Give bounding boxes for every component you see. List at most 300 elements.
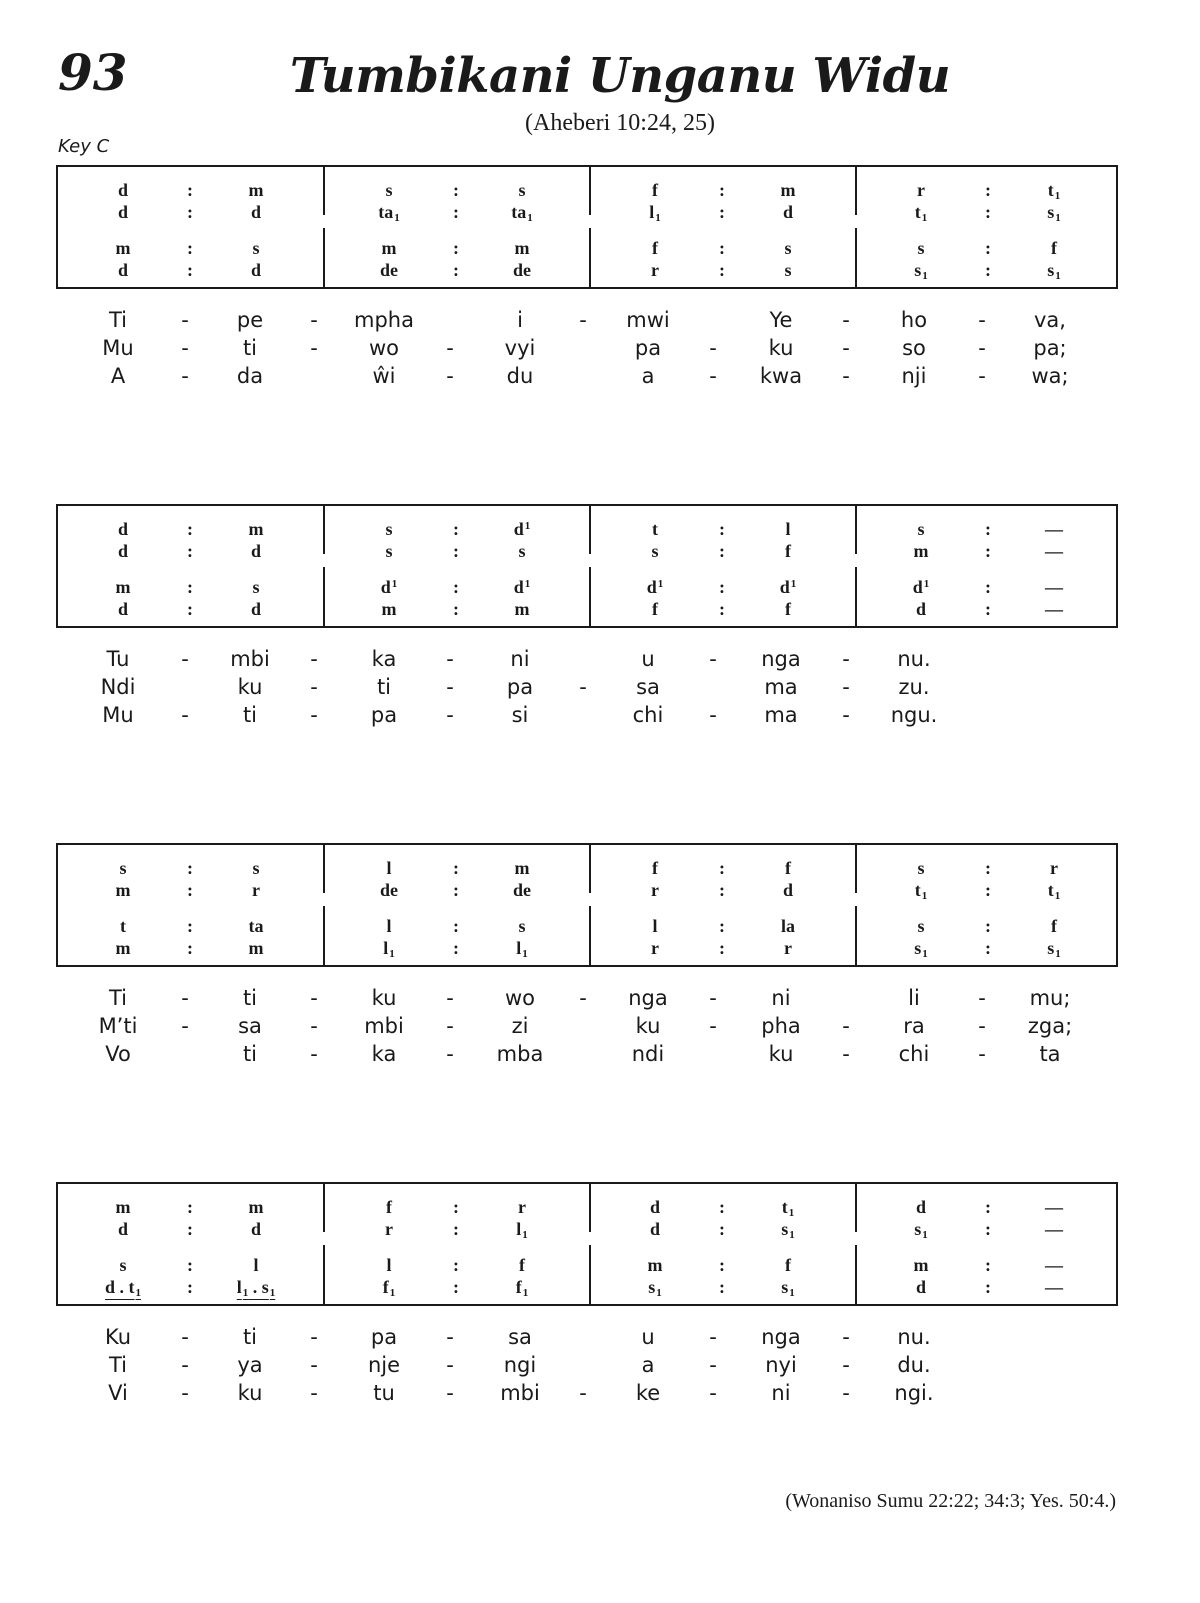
lyric-hyphen: -	[310, 1325, 318, 1349]
solfa-note: s	[119, 1255, 127, 1275]
lyric-hyphen: -	[181, 986, 189, 1010]
lyric-hyphen: -	[842, 1381, 850, 1405]
solfa-note: d	[117, 202, 128, 222]
lyric-syllable: pa	[506, 675, 534, 699]
lyric-syllable: chi	[898, 1042, 930, 1066]
lyric-syllable: ku	[768, 336, 794, 360]
solfa-note: d	[250, 599, 261, 619]
beat-separator: :	[985, 1277, 991, 1297]
lyric-syllable: Ti	[108, 1353, 128, 1377]
solfa-note: r	[252, 880, 260, 900]
solfa-note: de	[513, 880, 531, 900]
solfa-note: m	[514, 238, 530, 258]
solfa-note: —	[1045, 1197, 1063, 1217]
bar-line	[855, 506, 857, 554]
lyric-hyphen: -	[181, 364, 189, 388]
beat-separator: :	[453, 260, 459, 280]
score-system	[56, 504, 1118, 628]
beat-separator: :	[985, 180, 991, 200]
solfa-note: s	[518, 541, 526, 561]
beat-separator: :	[719, 577, 725, 597]
beat-separator: :	[719, 1197, 725, 1217]
lyric-syllable: mbi	[364, 1014, 404, 1038]
solfa-note: m	[248, 938, 264, 958]
lyric-hyphen: -	[579, 1381, 587, 1405]
solfa-note: s	[651, 541, 659, 561]
lyric-syllable: ma	[764, 703, 798, 727]
lyric-syllable: ti	[242, 336, 258, 360]
lyric-syllable: nje	[367, 1353, 401, 1377]
bar-line	[589, 567, 591, 628]
solfa-note: s	[385, 519, 393, 539]
lyric-hyphen: -	[842, 647, 850, 671]
lyric-syllable: chi	[632, 703, 664, 727]
solfa-note: r	[917, 180, 925, 200]
solfa-note: $ta_1$	[378, 202, 400, 224]
lyric-syllable: ya	[237, 1353, 263, 1377]
bar-line	[589, 228, 591, 289]
lyric-syllable: li	[908, 986, 920, 1010]
solfa-note: s	[917, 519, 925, 539]
lyric-syllable: Ti	[108, 986, 128, 1010]
solfa-note: f	[1051, 238, 1057, 258]
lyric-syllable: nga	[761, 647, 801, 671]
beat-separator: :	[985, 519, 991, 539]
beat-separator: :	[187, 1277, 193, 1297]
bar-line	[855, 567, 857, 628]
beat-separator: :	[719, 541, 725, 561]
solfa-note: f	[652, 180, 658, 200]
lyric-syllable: Vi	[108, 1381, 128, 1405]
beat-separator: :	[985, 599, 991, 619]
lyric-syllable: nyi	[765, 1353, 797, 1377]
solfa-note: f	[652, 599, 658, 619]
beat-separator: :	[985, 938, 991, 958]
lyric-hyphen: -	[709, 364, 717, 388]
beat-separator: :	[187, 916, 193, 936]
lyric-syllable: pa	[634, 336, 662, 360]
lyric-syllable: i	[517, 308, 523, 332]
beat-separator: :	[453, 880, 459, 900]
lyric-hyphen: -	[978, 1042, 986, 1066]
beat-separator: :	[453, 599, 459, 619]
beat-separator: :	[187, 1255, 193, 1275]
solfa-note: t	[120, 916, 126, 936]
lyric-syllable: ka	[371, 647, 397, 671]
lyric-syllable: nu.	[897, 1325, 931, 1349]
lyric-syllable: ka	[371, 1042, 397, 1066]
solfa-note: —	[1045, 541, 1063, 561]
lyric-hyphen: -	[842, 1325, 850, 1349]
bar-line	[855, 906, 857, 967]
lyric-syllable: ku	[237, 1381, 263, 1405]
solfa-note: d	[649, 1197, 660, 1217]
beat-separator: :	[719, 938, 725, 958]
beat-separator: :	[453, 1197, 459, 1217]
beat-separator: :	[187, 938, 193, 958]
solfa-note: l	[785, 519, 791, 539]
solfa-note: r	[1050, 858, 1058, 878]
solfa-note: r	[651, 880, 659, 900]
beat-separator: :	[719, 202, 725, 222]
solfa-note: —	[1045, 519, 1063, 539]
lyric-hyphen: -	[978, 336, 986, 360]
beat-separator: :	[453, 858, 459, 878]
solfa-note: d	[117, 599, 128, 619]
solfa-note: m	[514, 599, 530, 619]
beat-separator: :	[719, 1255, 725, 1275]
solfa-note: l	[652, 916, 658, 936]
lyric-syllable: ni	[771, 1381, 791, 1405]
score-system	[56, 1182, 1118, 1306]
beat-separator: :	[985, 1197, 991, 1217]
lyric-syllable: Ye	[769, 308, 793, 332]
beat-separator: :	[187, 577, 193, 597]
lyric-syllable: ndi	[631, 1042, 665, 1066]
lyric-syllable: Ndi	[100, 675, 136, 699]
solfa-note: m	[248, 519, 264, 539]
lyric-syllable: ti	[242, 986, 258, 1010]
lyric-hyphen: -	[842, 308, 850, 332]
lyric-syllable: ngi.	[894, 1381, 934, 1405]
lyric-hyphen: -	[709, 1325, 717, 1349]
solfa-note: m	[780, 180, 796, 200]
beat-separator: :	[187, 858, 193, 878]
lyric-hyphen: -	[446, 1353, 454, 1377]
beat-separator: :	[719, 858, 725, 878]
lyric-syllable: so	[902, 336, 926, 360]
beat-separator: :	[719, 916, 725, 936]
lyric-syllable: da	[236, 364, 264, 388]
lyric-syllable: wa;	[1031, 364, 1069, 388]
bar-line	[323, 1184, 325, 1232]
solfa-note: s	[252, 577, 260, 597]
solfa-note: f	[652, 858, 658, 878]
lyric-hyphen: -	[446, 703, 454, 727]
scripture-reference: (Aheberi 10:24, 25)	[525, 110, 715, 136]
beat-separator: :	[187, 260, 193, 280]
solfa-note: s	[518, 916, 526, 936]
solfa-note: r	[651, 938, 659, 958]
solfa-note: d	[649, 1219, 660, 1239]
lyric-syllable: va,	[1034, 308, 1066, 332]
solfa-note: t	[652, 519, 658, 539]
lyric-syllable: nu.	[897, 647, 931, 671]
lyric-hyphen: -	[446, 364, 454, 388]
solfa-note: m	[115, 880, 131, 900]
lyric-syllable: ni	[510, 647, 530, 671]
lyric-syllable: ni	[771, 986, 791, 1010]
lyric-syllable: vyi	[504, 336, 536, 360]
lyric-hyphen: -	[978, 986, 986, 1010]
beat-separator: :	[985, 577, 991, 597]
lyric-syllable: ti	[242, 703, 258, 727]
beat-separator: :	[719, 180, 725, 200]
key-signature: Key C	[58, 136, 110, 157]
bar-line	[323, 845, 325, 893]
lyric-syllable: Tu	[106, 647, 130, 671]
lyric-syllable: du.	[897, 1353, 931, 1377]
beat-separator: :	[985, 541, 991, 561]
beat-separator: :	[719, 238, 725, 258]
beat-separator: :	[187, 541, 193, 561]
solfa-note: m	[381, 238, 397, 258]
solfa-note: $d^1$	[513, 519, 531, 539]
lyric-hyphen: -	[310, 1042, 318, 1066]
beat-separator: :	[719, 1219, 725, 1239]
solfa-note: s	[917, 916, 925, 936]
lyric-hyphen: -	[310, 1381, 318, 1405]
solfa-note: l	[253, 1255, 259, 1275]
lyric-syllable: u	[641, 1325, 655, 1349]
bar-line	[589, 1245, 591, 1306]
lyric-hyphen: -	[579, 308, 587, 332]
lyric-syllable: Mu	[102, 703, 134, 727]
solfa-note: —	[1045, 599, 1063, 619]
bar-line	[855, 845, 857, 893]
solfa-note: $l_1$ . $s_1$	[236, 1277, 276, 1299]
solfa-note: d	[250, 260, 261, 280]
beat-separator: :	[985, 1255, 991, 1275]
lyric-hyphen: -	[842, 675, 850, 699]
lyric-syllable: zga;	[1027, 1014, 1073, 1038]
lyric-hyphen: -	[446, 1381, 454, 1405]
lyric-syllable: pa	[370, 703, 398, 727]
solfa-note: $s_1$	[781, 1277, 795, 1299]
solfa-note: d	[117, 1219, 128, 1239]
solfa-note: m	[115, 938, 131, 958]
lyric-hyphen: -	[310, 1353, 318, 1377]
solfa-note: $d^1$	[912, 577, 930, 597]
solfa-note: r	[518, 1197, 526, 1217]
lyric-hyphen: -	[842, 1042, 850, 1066]
solfa-note: —	[1045, 1219, 1063, 1239]
lyric-hyphen: -	[978, 308, 986, 332]
lyric-hyphen: -	[181, 703, 189, 727]
lyric-syllable: pha	[761, 1014, 801, 1038]
lyric-syllable: a	[641, 1353, 655, 1377]
solfa-note: d	[915, 599, 926, 619]
lyric-syllable: ngu.	[890, 703, 938, 727]
solfa-note: m	[115, 238, 131, 258]
solfa-note: f	[785, 599, 791, 619]
bar-line	[589, 167, 591, 215]
score-system	[56, 843, 1118, 967]
lyric-syllable: mba	[496, 1042, 544, 1066]
lyric-hyphen: -	[310, 1014, 318, 1038]
solfa-note: f	[386, 1197, 392, 1217]
beat-separator: :	[985, 880, 991, 900]
solfa-note: f	[785, 858, 791, 878]
solfa-note: s	[385, 180, 393, 200]
footer-reference: (Wonaniso Sumu 22:22; 34:3; Yes. 50:4.)	[785, 1490, 1116, 1512]
lyric-syllable: sa	[636, 675, 660, 699]
solfa-note: d	[117, 519, 128, 539]
lyric-syllable: zu.	[898, 675, 930, 699]
lyric-syllable: mbi	[230, 647, 270, 671]
lyrics-block	[0, 310, 1200, 400]
lyric-syllable: wo	[504, 986, 536, 1010]
beat-separator: :	[453, 938, 459, 958]
beat-separator: :	[985, 202, 991, 222]
solfa-note: —	[1045, 577, 1063, 597]
beat-separator: :	[453, 577, 459, 597]
solfa-note: $s_1$	[914, 938, 928, 960]
lyrics-block	[0, 649, 1200, 739]
solfa-note: $ta_1$	[511, 202, 533, 224]
lyric-hyphen: -	[446, 986, 454, 1010]
solfa-note: $l_1$	[516, 1219, 528, 1241]
solfa-note: $l_1$	[649, 202, 661, 224]
solfa-note: $l_1$	[516, 938, 528, 960]
beat-separator: :	[719, 1277, 725, 1297]
solfa-note: $t_1$	[1047, 880, 1061, 902]
lyric-hyphen: -	[310, 647, 318, 671]
beat-separator: :	[187, 599, 193, 619]
lyrics-block	[0, 1327, 1200, 1417]
solfa-note: $s_1$	[1047, 202, 1061, 224]
lyric-syllable: pa	[370, 1325, 398, 1349]
lyric-syllable: ku	[768, 1042, 794, 1066]
solfa-note: d	[915, 1197, 926, 1217]
lyric-syllable: du	[506, 364, 534, 388]
solfa-note: m	[913, 541, 929, 561]
lyric-syllable: pa;	[1033, 336, 1067, 360]
lyric-hyphen: -	[181, 1325, 189, 1349]
lyric-syllable: mbi	[500, 1381, 540, 1405]
solfa-note: m	[913, 1255, 929, 1275]
solfa-note: d	[117, 260, 128, 280]
solfa-note: $d^1$	[779, 577, 797, 597]
beat-separator: :	[453, 1277, 459, 1297]
solfa-note: s	[784, 260, 792, 280]
lyric-syllable: sa	[508, 1325, 532, 1349]
lyric-hyphen: -	[181, 336, 189, 360]
lyrics-block	[0, 988, 1200, 1078]
beat-separator: :	[719, 519, 725, 539]
solfa-note: m	[115, 577, 131, 597]
bar-line	[323, 567, 325, 628]
lyric-syllable: A	[110, 364, 126, 388]
solfa-note: r	[784, 938, 792, 958]
lyric-syllable: ho	[900, 308, 928, 332]
solfa-note: $s_1$	[648, 1277, 662, 1299]
beat-separator: :	[453, 180, 459, 200]
beat-separator: :	[453, 541, 459, 561]
hymn-number: 93	[58, 43, 128, 102]
beat-separator: :	[187, 1219, 193, 1239]
lyric-syllable: sa	[238, 1014, 262, 1038]
lyric-hyphen: -	[446, 647, 454, 671]
solfa-note: $t_1$	[914, 202, 928, 224]
lyric-syllable: ke	[635, 1381, 661, 1405]
lyric-hyphen: -	[709, 986, 717, 1010]
solfa-note: $l_1$	[383, 938, 395, 960]
solfa-note: $d^1$	[646, 577, 664, 597]
bar-line	[855, 1245, 857, 1306]
lyric-hyphen: -	[310, 986, 318, 1010]
solfa-note: —	[1045, 1277, 1063, 1297]
beat-separator: :	[187, 202, 193, 222]
bar-line	[589, 845, 591, 893]
lyric-syllable: u	[641, 647, 655, 671]
lyric-syllable: Mu	[102, 336, 134, 360]
solfa-note: f	[652, 238, 658, 258]
bar-line	[855, 228, 857, 289]
lyric-syllable: kwa	[759, 364, 803, 388]
lyric-syllable: Ti	[108, 308, 128, 332]
lyric-syllable: tu	[373, 1381, 395, 1405]
solfa-note: d . $t_1$	[104, 1277, 141, 1299]
lyric-hyphen: -	[978, 1014, 986, 1038]
beat-separator: :	[187, 1197, 193, 1217]
lyric-syllable: ti	[376, 675, 392, 699]
lyric-hyphen: -	[446, 336, 454, 360]
lyric-hyphen: -	[181, 1353, 189, 1377]
solfa-note: $s_1$	[914, 1219, 928, 1241]
lyric-hyphen: -	[310, 675, 318, 699]
lyric-syllable: nga	[628, 986, 668, 1010]
lyric-hyphen: -	[446, 1325, 454, 1349]
lyric-hyphen: -	[310, 703, 318, 727]
solfa-note: la	[780, 916, 795, 936]
solfa-note: d	[250, 541, 261, 561]
beat-separator: :	[453, 202, 459, 222]
solfa-note: l	[386, 858, 392, 878]
solfa-note: $t_1$	[781, 1197, 795, 1219]
lyric-hyphen: -	[579, 986, 587, 1010]
beat-separator: :	[187, 880, 193, 900]
beat-separator: :	[985, 238, 991, 258]
beat-separator: :	[985, 1219, 991, 1239]
lyric-hyphen: -	[709, 1014, 717, 1038]
solfa-note: m	[115, 1197, 131, 1217]
solfa-note: f	[1051, 916, 1057, 936]
lyric-hyphen: -	[181, 1381, 189, 1405]
lyric-syllable: ma	[764, 675, 798, 699]
lyric-syllable: M’ti	[98, 1014, 138, 1038]
lyric-hyphen: -	[310, 308, 318, 332]
lyric-syllable: zi	[511, 1014, 529, 1038]
solfa-note: m	[248, 1197, 264, 1217]
solfa-note: d	[117, 541, 128, 561]
solfa-note: $s_1$	[914, 260, 928, 282]
solfa-note: d	[250, 202, 261, 222]
solfa-note: m	[514, 858, 530, 878]
lyric-syllable: Vo	[105, 1042, 131, 1066]
solfa-note: d	[250, 1219, 261, 1239]
solfa-note: f	[519, 1255, 525, 1275]
lyric-syllable: ku	[237, 675, 263, 699]
bar-line	[589, 906, 591, 967]
lyric-syllable: nga	[761, 1325, 801, 1349]
bar-line	[855, 1184, 857, 1232]
bar-line	[323, 906, 325, 967]
solfa-note: m	[248, 180, 264, 200]
lyric-hyphen: -	[181, 308, 189, 332]
lyric-syllable: pe	[236, 308, 264, 332]
beat-separator: :	[187, 238, 193, 258]
solfa-note: s	[252, 238, 260, 258]
solfa-note: r	[651, 260, 659, 280]
lyric-hyphen: -	[842, 1014, 850, 1038]
solfa-note: d	[782, 880, 793, 900]
lyric-syllable: ŵi	[372, 364, 396, 388]
lyric-syllable: ti	[242, 1325, 258, 1349]
solfa-note: de	[513, 260, 531, 280]
solfa-note: s	[917, 238, 925, 258]
lyric-syllable: mwi	[626, 308, 670, 332]
